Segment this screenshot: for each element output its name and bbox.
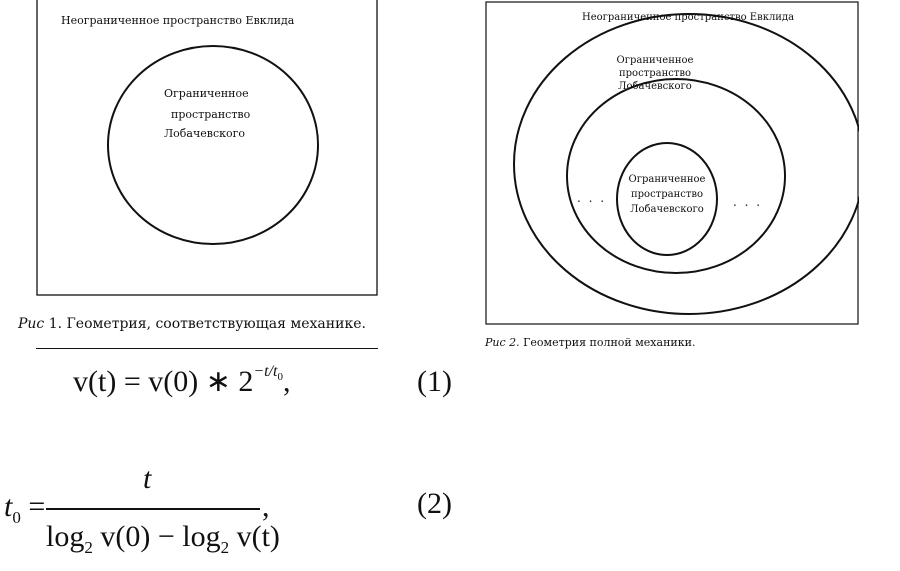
middle-label-line-1: Ограниченное [616, 55, 694, 66]
figure-1-caption-text: 1. Геометрия, соответствующая механике. [48, 316, 366, 332]
right-ellipsis: . . . [733, 195, 763, 209]
equation-2-number: (2) [417, 487, 452, 520]
figure-2-caption [485, 336, 695, 349]
inner-label-line-2: пространство [630, 189, 704, 200]
inner-space-label [622, 172, 712, 217]
euclid-space-label: Неограниченное пространство Евклида [61, 14, 295, 27]
figure-2-caption-prefix: Рис 2. [485, 336, 520, 349]
figure-2-caption-text: Геометрия полной механики. [523, 336, 696, 349]
lobachevsky-label-line-2: пространство [171, 108, 251, 121]
middle-space-label [610, 54, 700, 93]
lobachevsky-circle [108, 46, 318, 244]
inner-label-line-1: Ограниченное [628, 174, 706, 185]
left-ellipsis: . . . [577, 191, 607, 205]
figure-1-drawing [36, 0, 378, 297]
lobachevsky-label-line-3: Лобачевского [164, 127, 246, 140]
equation-2-lhs-var: t [4, 490, 13, 523]
equation-2-denominator [46, 520, 280, 558]
middle-label-line-2: пространство [618, 68, 692, 79]
figure-1 [36, 0, 378, 297]
equation-2-lhs [4, 490, 45, 528]
euclid-space-frame [37, 0, 377, 295]
figure-2 [485, 0, 859, 325]
equation-2-numerator [143, 462, 151, 496]
euclid-space-label-2: Неограниченное пространство Евклида [582, 12, 795, 23]
equation-2-log-1: log [46, 520, 85, 553]
equation-2-fraction-bar [46, 508, 260, 510]
equation-2-equals: = [28, 490, 46, 523]
equation-1-trailing: , [283, 365, 291, 398]
middle-label-line-3: Лобачевского [618, 81, 692, 92]
figure-2-drawing [485, 0, 859, 325]
equation-2-denominator-end: v(t) [229, 520, 280, 553]
equation-1-exponent-sub: 0 [277, 371, 283, 384]
equation-2-log-2-base: 2 [220, 538, 230, 557]
lobachevsky-label-line-1: Ограниченное [164, 87, 249, 100]
equation-2-numerator-var: t [143, 462, 152, 495]
caption-rule [36, 348, 378, 349]
figure-1-caption [18, 316, 366, 332]
equation-1-exponent: −t/t [253, 363, 278, 380]
figure-1-caption-prefix: Рис [18, 316, 45, 332]
equation-1-lhs: v(t) = v(0) ∗ 2 [73, 365, 254, 398]
equation-2-log-1-base: 2 [84, 538, 93, 557]
equation-2-denominator-middle: v(0) − log [92, 520, 221, 553]
equation-2-trailing: , [262, 490, 270, 523]
inner-label-line-3: Лобачевского [630, 204, 704, 215]
equation-1 [73, 364, 291, 399]
equation-2-lhs-sub: 0 [12, 508, 21, 527]
equation-1-number: (1) [417, 365, 452, 398]
